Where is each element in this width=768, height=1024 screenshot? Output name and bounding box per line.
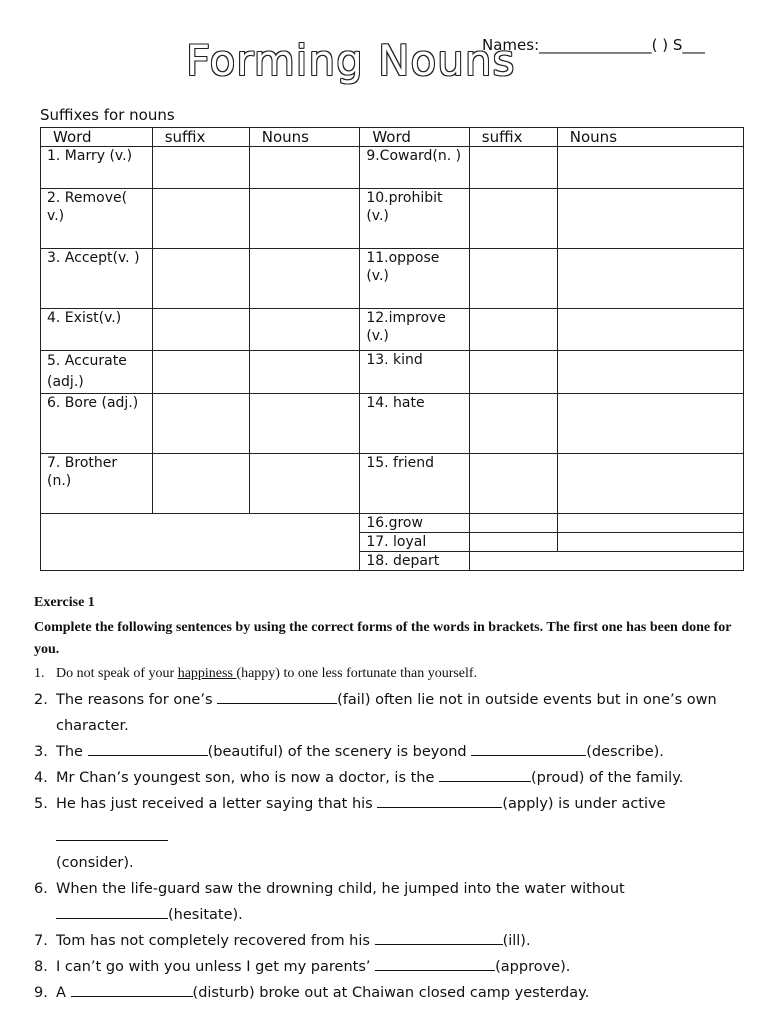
table-row: [41, 309, 744, 351]
sentence-text: (hesitate).: [168, 907, 243, 923]
suffix-cell[interactable]: [152, 454, 249, 514]
sentence-item: [34, 791, 734, 876]
table-row: [41, 189, 744, 249]
sentence-text: (proud) of the family.: [531, 770, 684, 786]
word-cell: 5. Accurate (adj.): [41, 351, 153, 394]
header-word: Word: [360, 128, 469, 147]
sentence-text: (ill).: [502, 933, 531, 949]
sentence-text: (beautiful) of the scenery is beyond: [207, 744, 472, 760]
suffix-cell[interactable]: [469, 249, 557, 309]
sentence-text: The reasons for one’s: [56, 692, 218, 708]
header-suffix: suffix: [469, 128, 557, 147]
sentence-number: 3.: [34, 744, 48, 760]
word-cell: 14. hate: [360, 394, 469, 454]
answer-blank[interactable]: [71, 981, 193, 997]
word-cell: 10.prohibit (v.): [360, 189, 469, 249]
sentence-item: [34, 980, 734, 1006]
word-cell: 17. loyal: [360, 533, 469, 552]
word-cell: 11.oppose (v.): [360, 249, 469, 309]
noun-cell[interactable]: [557, 351, 743, 394]
names-field: Names:_______________( ) S___: [482, 36, 705, 54]
word-cell: 6. Bore (adj.): [41, 394, 153, 454]
answer-blank[interactable]: [88, 740, 208, 756]
sentence-item: [34, 954, 734, 980]
sentence-number: 6.: [34, 881, 48, 897]
suffix-cell[interactable]: [469, 533, 557, 552]
sentence-text: Mr Chan’s youngest son, who is now a doctor, is the: [56, 770, 440, 786]
word-cell: 12.improve (v.): [360, 309, 469, 351]
word-cell: 9.Coward(n. ): [360, 147, 469, 189]
table-row: [41, 351, 744, 394]
table-row: [41, 249, 744, 309]
sentence-text: A: [56, 985, 71, 1001]
sentence-number: 4.: [34, 770, 48, 786]
sentence-text: (consider).: [56, 855, 134, 871]
word-cell: 7. Brother (n.): [41, 454, 153, 514]
word-cell: 4. Exist(v.): [41, 309, 153, 351]
noun-cell[interactable]: [249, 394, 360, 454]
suffix-cell[interactable]: [469, 189, 557, 249]
word-cell: 2. Remove( v.): [41, 189, 153, 249]
noun-cell[interactable]: [249, 249, 360, 309]
header-word: Word: [41, 128, 153, 147]
table-row: [41, 514, 744, 533]
answer-blank[interactable]: [56, 903, 168, 919]
table-header-row: [41, 128, 744, 147]
sentence-number: 5.: [34, 796, 48, 812]
noun-cell[interactable]: [249, 147, 360, 189]
sentence-text: When the life-guard saw the drowning child, he jumped into the water without: [56, 881, 625, 897]
table-row: [41, 454, 744, 514]
suffix-cell[interactable]: [152, 147, 249, 189]
sentence-text: The: [56, 744, 88, 760]
noun-cell[interactable]: [557, 394, 743, 454]
answer-blank[interactable]: [377, 792, 502, 808]
answer-blank[interactable]: [375, 955, 495, 971]
sentence-text: (disturb) broke out at Chaiwan closed camp yesterday.: [192, 985, 590, 1001]
noun-cell[interactable]: [557, 514, 743, 533]
sentence-item: [34, 661, 734, 687]
suffix-cell[interactable]: [469, 514, 557, 533]
sentence-text: (fail) often lie not in outside events but in one’s own character.: [56, 692, 717, 734]
header-suffix: suffix: [152, 128, 249, 147]
sentence-text: (describe).: [586, 744, 664, 760]
table-row: [41, 147, 744, 189]
noun-cell[interactable]: [249, 454, 360, 514]
exercise-sentences: [34, 661, 734, 1006]
sentence-text: He has just received a letter saying that his: [56, 796, 378, 812]
header-nouns: Nouns: [557, 128, 743, 147]
example-answer: happiness: [177, 666, 237, 681]
suffix-cell[interactable]: [469, 147, 557, 189]
sentence-text: (happy) to one less fortunate than yourself.: [236, 666, 478, 681]
table-row: [41, 394, 744, 454]
word-cell: 13. kind: [360, 351, 469, 394]
answer-blank[interactable]: [56, 825, 168, 841]
suffix-cell[interactable]: [152, 351, 249, 394]
noun-cell[interactable]: [557, 249, 743, 309]
noun-cell[interactable]: [249, 351, 360, 394]
answer-cell[interactable]: [469, 552, 743, 571]
sentence-number: 8.: [34, 959, 48, 975]
suffix-cell[interactable]: [469, 309, 557, 351]
sentence-item: [34, 765, 734, 791]
sentence-text: I can’t go with you unless I get my parents’: [56, 959, 376, 975]
table-section-label: Suffixes for nouns: [40, 106, 175, 124]
suffix-cell[interactable]: [152, 394, 249, 454]
sentence-item: [34, 739, 734, 765]
sentence-text: Tom has not completely recovered from his: [56, 933, 375, 949]
suffix-cell[interactable]: [152, 309, 249, 351]
sentence-item: [34, 687, 734, 739]
noun-cell[interactable]: [249, 309, 360, 351]
word-cell: 16.grow: [360, 514, 469, 533]
suffix-table: [40, 127, 744, 571]
empty-cell: [41, 514, 360, 571]
suffix-cell[interactable]: [469, 351, 557, 394]
noun-cell[interactable]: [557, 309, 743, 351]
sentence-number: 7.: [34, 933, 48, 949]
noun-cell[interactable]: [557, 189, 743, 249]
exercise-instruction: Complete the following sentences by using the correct forms of the words in brackets. The first one has been done for you.: [34, 620, 732, 657]
suffix-cell[interactable]: [152, 189, 249, 249]
noun-cell[interactable]: [249, 189, 360, 249]
answer-blank[interactable]: [375, 929, 503, 945]
answer-blank[interactable]: [471, 740, 586, 756]
exercise-title: Exercise 1: [34, 595, 95, 610]
word-cell: 15. friend: [360, 454, 469, 514]
answer-blank[interactable]: [217, 688, 337, 704]
sentence-text: (approve).: [495, 959, 571, 975]
sentence-item: [34, 928, 734, 954]
answer-blank[interactable]: [439, 766, 531, 782]
sentence-text: (apply) is under active: [502, 796, 666, 812]
noun-cell[interactable]: [557, 454, 743, 514]
sentence-text: Do not speak of your: [56, 666, 178, 681]
sentence-number: 1.: [34, 666, 45, 681]
word-cell: 18. depart: [360, 552, 469, 571]
sentence-number: 2.: [34, 692, 48, 708]
suffix-cell[interactable]: [469, 394, 557, 454]
suffix-cell[interactable]: [152, 249, 249, 309]
word-cell: 1. Marry (v.): [41, 147, 153, 189]
header-nouns: Nouns: [249, 128, 360, 147]
word-cell: 3. Accept(v. ): [41, 249, 153, 309]
sentence-number: 9.: [34, 985, 48, 1001]
suffix-cell[interactable]: [469, 454, 557, 514]
sentence-item: [34, 876, 734, 928]
noun-cell[interactable]: [557, 533, 743, 552]
worksheet-title: Forming Nouns: [186, 36, 516, 85]
noun-cell[interactable]: [557, 147, 743, 189]
